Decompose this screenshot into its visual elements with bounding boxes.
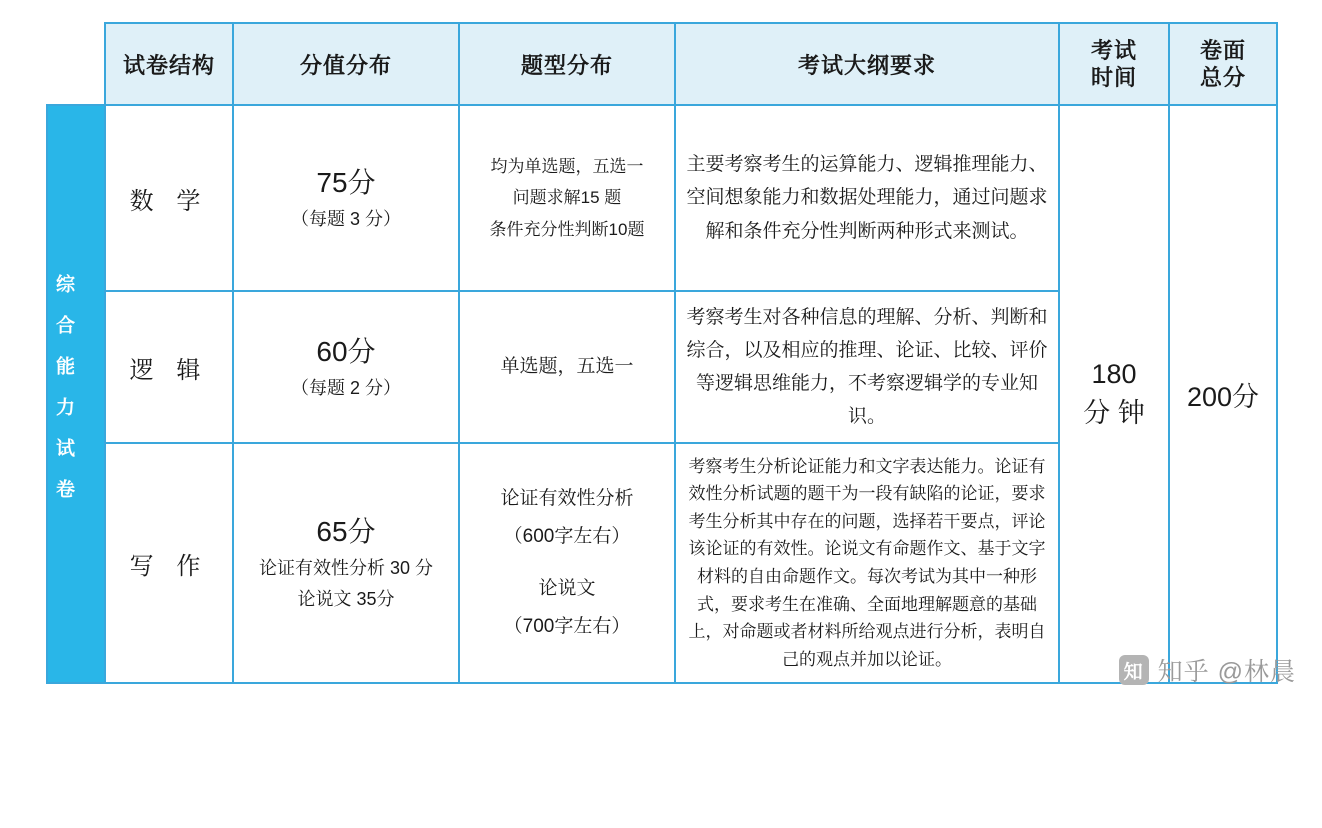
table-header-row: [47, 23, 1277, 105]
subject-label: 数 学: [129, 187, 209, 215]
question-type-line: （700字左右）: [503, 616, 631, 637]
score-main: 60分: [316, 335, 376, 367]
header-syllabus: 考试大纲要求: [675, 23, 1059, 105]
question-type-line: 条件充分性判断10题: [489, 219, 645, 239]
exam-time-unit: 分 钟: [1083, 398, 1145, 428]
vertical-band-label: [47, 105, 105, 683]
score-note: （每题 2 分）: [290, 377, 401, 398]
score-note-line: 论说文 35分: [297, 589, 395, 609]
score-note: （每题 3 分）: [290, 208, 401, 229]
table-corner-cell: [47, 23, 105, 105]
cell-total-score: 200分: [1169, 105, 1277, 683]
cell-question-types-writing: [459, 443, 675, 683]
cell-exam-time: [1059, 105, 1169, 683]
cell-syllabus-logic: 考察考生对各种信息的理解、分析、判断和综合，以及相应的推理、论证、比较、评价等逻辑思维能力，不考察逻辑学的专业知识。: [675, 291, 1059, 443]
cell-subject-math: [105, 105, 233, 291]
header-total-score: [1169, 23, 1277, 105]
header-score-distribution: 分值分布: [233, 23, 459, 105]
cell-subject-writing: [105, 443, 233, 683]
exam-structure-table: [46, 22, 1278, 684]
cell-subject-logic: [105, 291, 233, 443]
question-type-spacer: [466, 556, 668, 570]
watermark-text: 知乎 @林晨: [1157, 658, 1296, 686]
cell-score-writing: [233, 443, 459, 683]
question-type-line: 单选题，五选一: [500, 356, 634, 377]
question-type-line: 论证有效性分析: [500, 488, 634, 509]
cell-syllabus-writing: 考察考生分析论证能力和文字表达能力。论证有效性分析试题的题干为一段有缺陷的论证，要求考生分析其中存在的问题，选择若干要点，评论该论证的有效性。论说文有命题作文、基于文字材料的自由命题作文。每次考试为其中一种形式，要求考生在准确、全面地理解题意的基础上，对命题或者材料所给观点进行分析，表明自己的观点并加以论证。: [675, 443, 1059, 683]
header-total-score-line2: 总分: [1199, 65, 1246, 90]
question-type-line: 均为单选题，五选一: [490, 156, 644, 176]
exam-time-value: 180: [1091, 358, 1137, 389]
cell-question-types-math: [459, 105, 675, 291]
question-type-line: 问题求解15 题: [512, 188, 622, 208]
zhihu-logo-icon: 知: [1119, 655, 1149, 685]
watermark: [1119, 652, 1296, 688]
header-exam-time: [1059, 23, 1169, 105]
cell-score-math: [233, 105, 459, 291]
cell-question-types-logic: [459, 291, 675, 443]
header-total-score-line1: 卷面: [1199, 37, 1246, 63]
header-exam-time-line1: 考试: [1090, 37, 1137, 63]
header-question-types: 题型分布: [459, 23, 675, 105]
cell-score-logic: [233, 291, 459, 443]
header-exam-time-line2: 时间: [1090, 65, 1137, 90]
score-note-line: 论证有效性分析 30 分: [258, 558, 434, 579]
cell-syllabus-math: 主要考察考生的运算能力、逻辑推理能力、空间想象能力和数据处理能力，通过问题求解和条件充分性判断两种形式来测试。: [675, 105, 1059, 291]
table-row: [47, 105, 1277, 291]
subject-label: 逻 辑: [129, 356, 209, 384]
exam-structure-table-container: [46, 22, 1276, 684]
question-type-line: 论说文: [538, 578, 596, 599]
question-type-line: （600字左右）: [503, 526, 631, 547]
header-structure: 试卷结构: [105, 23, 233, 105]
score-main: 75分: [316, 166, 376, 198]
subject-label: 写 作: [129, 552, 209, 580]
vertical-band-text: 综合能力试卷: [53, 274, 74, 520]
score-main: 65分: [316, 516, 376, 548]
